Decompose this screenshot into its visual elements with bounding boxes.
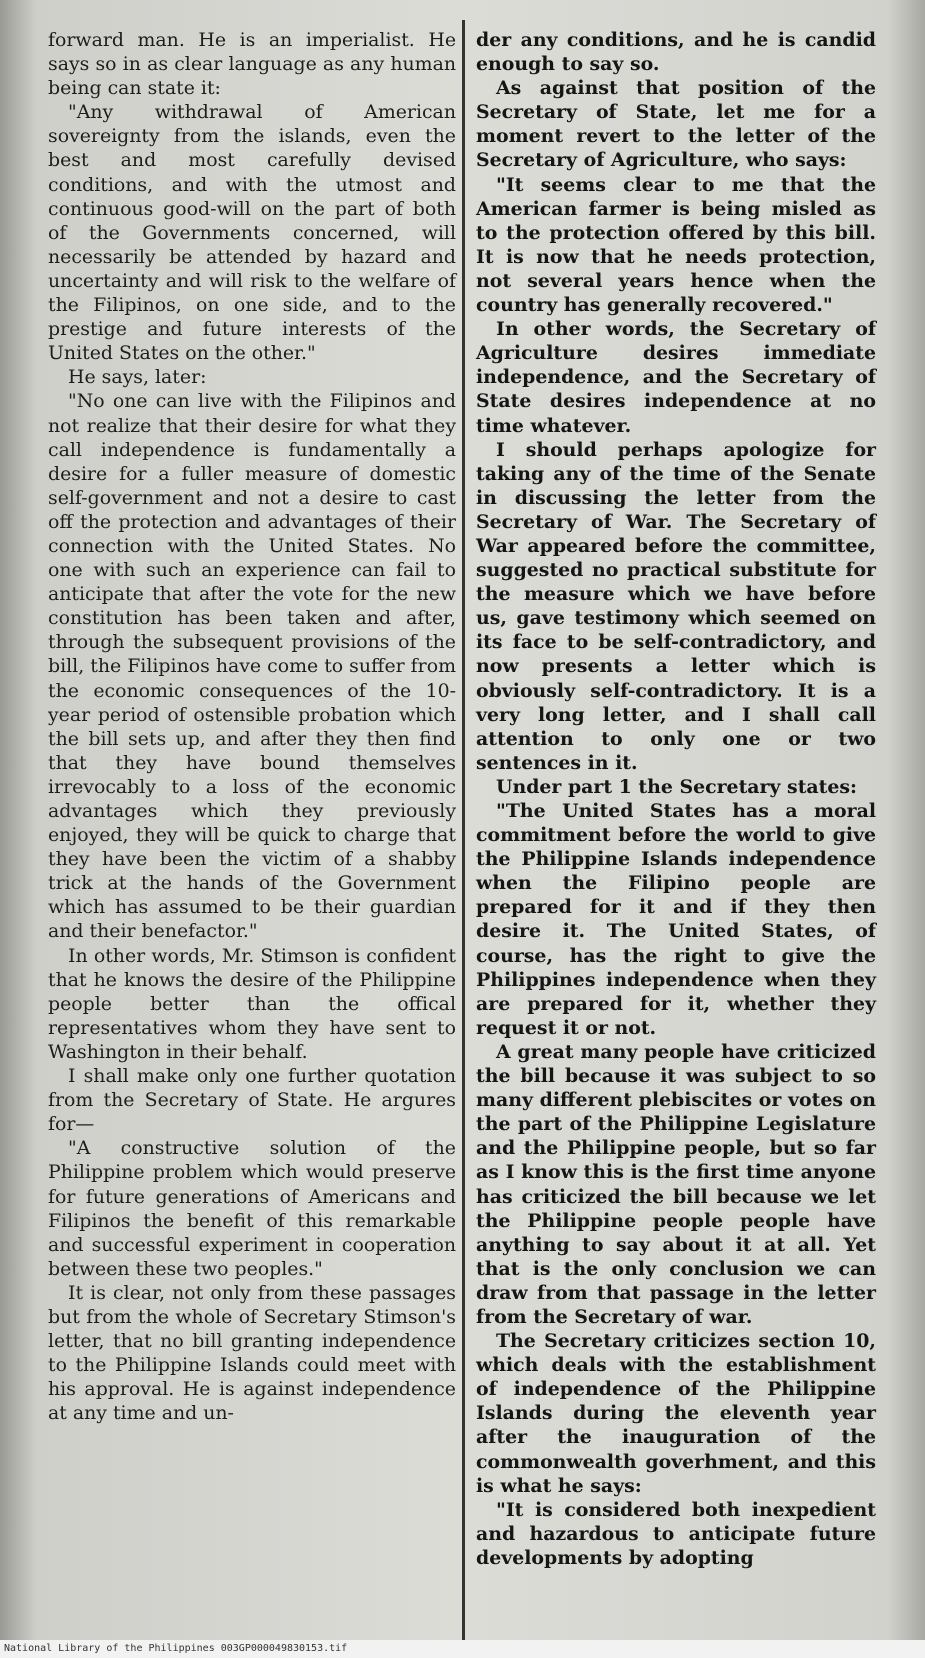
- archive-footer: National Library of the Philippines 003GP000049830153.tif: [0, 1640, 925, 1658]
- paragraph: Under part 1 the Secretary states:: [496, 775, 858, 798]
- right-column: [476, 28, 876, 1570]
- paragraph: A great many people have criticized the bill because it was subject to so many different plebiscites or votes on the part of the Philippine Legislature and the Philippine people, but so far as I know this is the first time anyone has criticized the bill because we let the Philippine people people have anything to say about it at all. Yet that is the only conclusion we can draw from that passage in the letter from the Secretary of war.: [476, 1040, 876, 1328]
- paragraph: In other words, the Secretary of Agriculture desires immediate independence, and the Secretary of State desires independence at no time whatever.: [476, 318, 876, 437]
- paragraph: "It is considered both inexpedient and hazardous to anticipate future developments by adopting: [476, 1498, 876, 1569]
- column-divider: [462, 20, 465, 1640]
- left-column: [48, 28, 456, 1425]
- paragraph: "The United States has a moral commitment before the world to give the Philippine Islands independence when the Filipino people are prepared for it and if they then desire it. The United States, of course, has the right to give the Philippines independence when they are prepared for it, whether they request it or not.: [476, 800, 876, 1039]
- paragraph: The Secretary criticizes section 10, which deals with the establishment of independence of the Philippine Islands during the eleventh year after the inauguration of the commonwealth goverhment, and this is what he says:: [476, 1330, 876, 1497]
- paragraph: "No one can live with the Filipinos and not realize that their desire for what they call independence is fundamentally a desire for a fuller measure of domestic self-government and not a desire to cast off the protection and advantages of their connection with the United States. No one with such an experience can fail to anticipate that after the vote for the new constitution has been taken and after, through the subsequent provisions of the bill, the Filipinos have come to suffer from the economic consequences of the 10-year period of ostensible probation which the bill sets up, and after they then find that they have bound themselves irrevocably to a loss of the economic advantages which they previously enjoyed, they will be quick to charge that they have been the victim of a shabby trick at the hands of the Government which has assumed to be their guardian and their benefactor.": [48, 390, 456, 943]
- paragraph: der any conditions, and he is candid enough to say so.: [476, 29, 876, 76]
- paragraph: As against that position of the Secretary of State, let me for a moment revert to the letter of the Secretary of Agriculture, who says:: [476, 77, 876, 172]
- paragraph: "A constructive solution of the Philippine problem which would preserve for future generations of Americans and Filipinos the benefit of this remarkable and successful experiment in cooperation between these two peoples.": [48, 1137, 456, 1280]
- paragraph: I should perhaps apologize for taking any of the time of the Senate in discussing the letter from the Secretary of War. The Secretary of War appeared before the committee, suggested no practical substitute for the measure which we have before us, gave testimony which seemed on its face to be self-contradictory, and now presents a letter which is obviously self-contradictory. It is a very long letter, and I shall call attention to only one or two sentences in it.: [476, 438, 876, 774]
- paragraph: "Any withdrawal of American sovereignty from the islands, even the best and most carefully devised conditions, and with the utmost and continuous good-will on the part of both of the Governments concerned, will necessarily be attended by hazard and uncertainty and will risk to the welfare of the Filipinos, on one side, and to the prestige and future interests of the United States on the other.": [48, 101, 456, 365]
- paragraph: forward man. He is an imperialist. He says so in as clear language as any human being can state it:: [48, 29, 456, 100]
- paragraph: It is clear, not only from these passages but from the whole of Secretary Stimson's letter, that no bill granting independence to the Philippine Islands could meet with his approval. He is against independence at any time and un-: [48, 1281, 456, 1425]
- paragraph: "It seems clear to me that the American farmer is being misled as to the protection offered by this bill. It is now that he needs protection, not several years hence when the country has generally recovered.": [476, 173, 876, 317]
- paragraph: I shall make only one further quotation from the Secretary of State. He argures for—: [48, 1065, 456, 1136]
- paragraph: In other words, Mr. Stimson is confident that he knows the desire of the Philippine people better than the offical representatives whom they have sent to Washington in their behalf.: [48, 944, 456, 1063]
- paragraph: He says, later:: [68, 366, 207, 389]
